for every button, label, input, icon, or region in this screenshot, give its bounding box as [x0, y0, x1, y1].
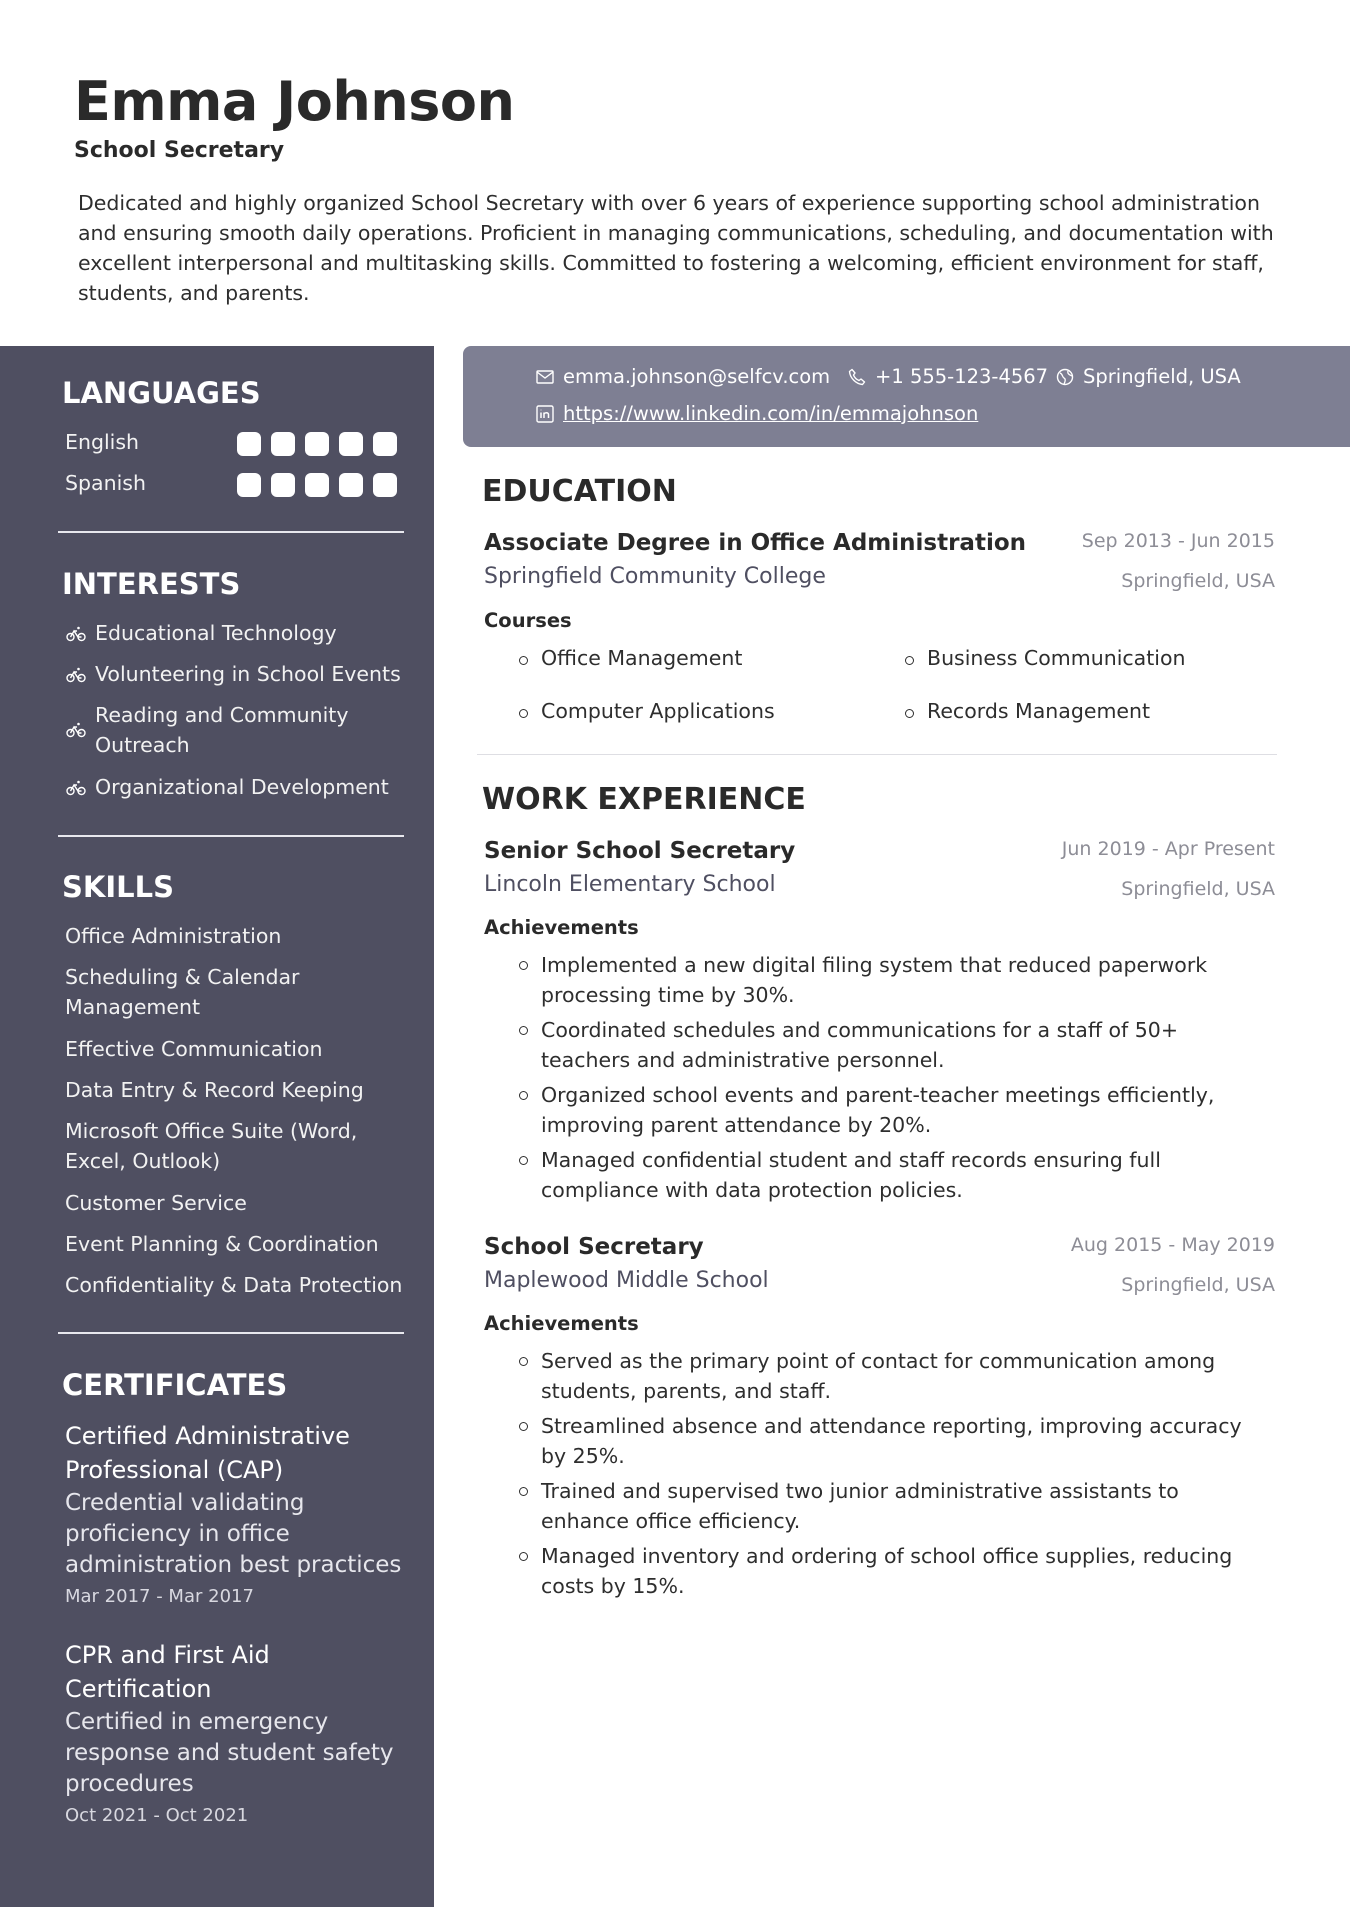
school-name: Springfield Community College	[484, 564, 826, 589]
bicycle-icon	[65, 722, 87, 738]
bicycle-icon	[65, 780, 87, 796]
achievement-item: Organized school events and parent-teacher meetings efficiently, improving parent attendance by 20%.	[541, 1080, 1271, 1140]
skill-item: Microsoft Office Suite (Word, Excel, Outlook)	[65, 1119, 358, 1173]
skills-heading: SKILLS	[62, 870, 174, 904]
job-title: School Secretary	[74, 138, 285, 163]
level-dot	[271, 432, 295, 456]
interest-label: Reading and Community Outreach	[95, 703, 349, 757]
linkedin-link[interactable]: https://www.linkedin.com/in/emmajohnson	[563, 402, 979, 425]
interest-item	[65, 700, 405, 760]
interest-item	[65, 772, 405, 802]
linkedin-icon	[536, 405, 554, 423]
job-dates: Aug 2015 - May 2019	[1070, 1234, 1275, 1256]
interests-heading: INTERESTS	[62, 567, 241, 601]
contact-bar	[463, 346, 1350, 447]
skill-item: Effective Communication	[65, 1037, 323, 1061]
job-role: Senior School Secretary	[484, 838, 796, 864]
interest-label: Organizational Development	[95, 775, 389, 799]
location-text: Springfield, USA	[1083, 365, 1241, 388]
achievement-item: Managed confidential student and staff records ensuring full compliance with data protection policies.	[541, 1145, 1271, 1205]
level-dot	[339, 473, 363, 497]
achievements-label: Achievements	[484, 916, 639, 939]
profile-summary: Dedicated and highly organized School Secretary with over 6 years of experience supporting school administration and ensuring smooth daily operations. Proficient in managing communications, scheduling, and documentation with excellent interpersonal and multitasking skills. Committed to fostering a welcoming, efficient environment for staff, students, and parents.	[78, 191, 1274, 305]
languages-heading: LANGUAGES	[62, 376, 261, 410]
achievement-item: Coordinated schedules and communications for a staff of 50+ teachers and administrative personnel.	[541, 1015, 1271, 1075]
job-location: Springfield, USA	[1121, 1274, 1275, 1296]
job-location: Springfield, USA	[1121, 878, 1275, 900]
linkedin-contact[interactable]	[536, 402, 978, 425]
envelope-icon	[536, 370, 554, 384]
courses-label: Courses	[484, 609, 572, 632]
education-location: Springfield, USA	[1121, 570, 1275, 592]
certificate-name: CPR and First Aid Certification	[65, 1641, 270, 1703]
candidate-name: Emma Johnson	[74, 70, 515, 133]
level-dot	[373, 432, 397, 456]
achievement-item: Implemented a new digital filing system that reduced paperwork processing time by 30%.	[541, 950, 1271, 1010]
education-dates: Sep 2013 - Jun 2015	[1081, 530, 1275, 552]
achievement-item: Trained and supervised two junior administrative assistants to enhance office efficiency.	[541, 1476, 1271, 1536]
level-dot	[305, 432, 329, 456]
phone-contact[interactable]	[848, 365, 1048, 388]
interest-label: Educational Technology	[95, 621, 337, 645]
level-dot	[339, 432, 363, 456]
achievements-label: Achievements	[484, 1312, 639, 1335]
language-name: Spanish	[65, 471, 146, 495]
skill-item: Office Administration	[65, 924, 282, 948]
phone-text: +1 555-123-4567	[875, 365, 1049, 388]
sidebar	[0, 346, 434, 1907]
certificate-description: Certified in emergency response and student safety procedures	[65, 1709, 394, 1797]
certificate-name: Certified Administrative Professional (CAP)	[65, 1422, 350, 1484]
location-contact	[1056, 365, 1241, 388]
certificate-dates: Oct 2021 - Oct 2021	[65, 1805, 249, 1826]
language-name: English	[65, 430, 140, 454]
language-level-dots	[237, 432, 397, 456]
job-role: School Secretary	[484, 1234, 704, 1260]
skill-item: Confidentiality & Data Protection	[65, 1273, 403, 1297]
section-divider	[477, 754, 1277, 755]
course-item: Office Management	[541, 646, 743, 670]
skill-item: Data Entry & Record Keeping	[65, 1078, 364, 1102]
achievement-item: Managed inventory and ordering of school office supplies, reducing costs by 15%.	[541, 1541, 1271, 1601]
education-heading: EDUCATION	[482, 474, 677, 509]
interest-label: Volunteering in School Events	[95, 662, 401, 686]
company-name: Maplewood Middle School	[484, 1268, 769, 1293]
achievements-list	[541, 950, 1271, 1210]
certificate-description: Credential validating proficiency in office administration best practices	[65, 1490, 402, 1578]
course-item: Records Management	[927, 699, 1151, 723]
level-dot	[373, 473, 397, 497]
achievement-item: Streamlined absence and attendance reporting, improving accuracy by 25%.	[541, 1411, 1271, 1471]
section-divider	[58, 835, 404, 837]
bicycle-icon	[65, 667, 87, 683]
degree-title: Associate Degree in Office Administration	[484, 530, 1027, 556]
certificates-heading: CERTIFICATES	[62, 1368, 288, 1402]
achievement-item: Served as the primary point of contact for communication among students, parents, and staff.	[541, 1346, 1271, 1406]
interest-item	[65, 659, 405, 689]
bicycle-icon	[65, 626, 87, 642]
achievements-list	[541, 1346, 1271, 1606]
certificate-dates: Mar 2017 - Mar 2017	[65, 1586, 254, 1607]
skill-item: Customer Service	[65, 1191, 247, 1215]
level-dot	[305, 473, 329, 497]
section-divider	[58, 531, 404, 533]
globe-icon	[1056, 368, 1074, 386]
skill-item: Event Planning & Coordination	[65, 1232, 379, 1256]
email-text: emma.johnson@selfcv.com	[563, 365, 831, 388]
job-dates: Jun 2019 - Apr Present	[1061, 838, 1275, 860]
level-dot	[237, 432, 261, 456]
course-item: Computer Applications	[541, 699, 775, 723]
interest-item	[65, 618, 405, 648]
phone-icon	[848, 368, 866, 386]
level-dot	[271, 473, 295, 497]
language-level-dots	[237, 473, 397, 497]
course-item: Business Communication	[927, 646, 1186, 670]
company-name: Lincoln Elementary School	[484, 872, 776, 897]
section-divider	[58, 1332, 404, 1334]
experience-heading: WORK EXPERIENCE	[482, 782, 806, 817]
skill-item: Scheduling & Calendar Management	[65, 965, 300, 1019]
level-dot	[237, 473, 261, 497]
email-contact[interactable]	[536, 365, 830, 388]
